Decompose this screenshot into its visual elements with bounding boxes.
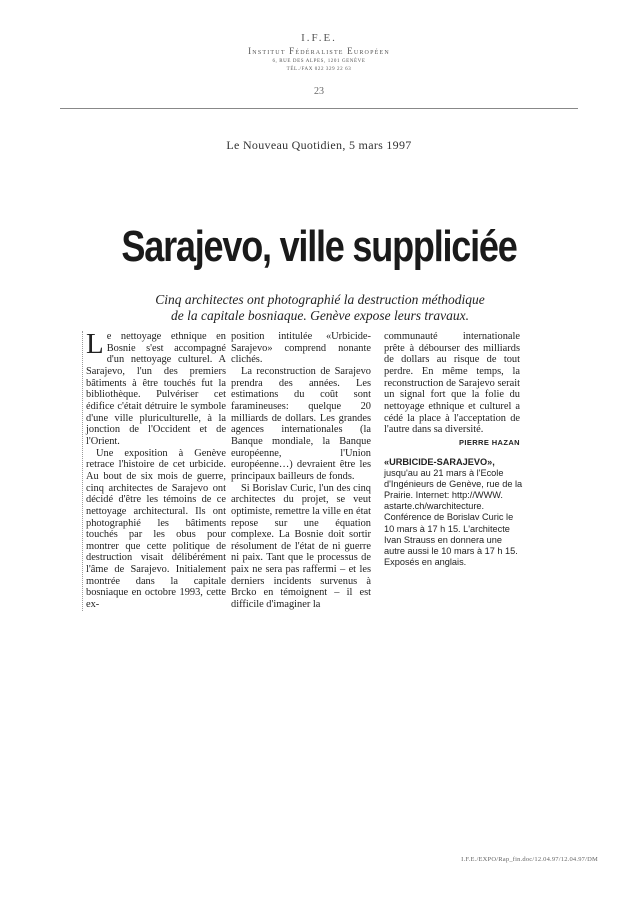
- page-number: 23: [314, 86, 324, 97]
- paragraph: Une exposition à Genève retrace l'histoire de cet urbicide. Au bout de six mois de guerre, cinq architectes de Sarajevo ont décidé d'être les témoins de ce nettoyage architectural. Ils ont photographié les bâtiments touchés par les obus pour montrer que cette politique de destruction visait délibérément l'âme de Sarajevo. Initialement montrée dans la capitale bosniaque en octobre 1993, cette ex-: [86, 447, 226, 611]
- paragraph: Si Borislav Curic, l'un des cinq architectes du projet, se veut optimiste, remettre la ville en état repose sur une équation complexe. La Bosnie doit sortir résolument de l'état de ni guerre ni paix. Tant que le processus de paix ne sera pas raffermi – et les derniers incidents survenus à Brcko en témoignent – il est difficile d'imaginer la: [231, 482, 371, 611]
- article-author: PIERRE HAZAN: [458, 437, 520, 447]
- article-source: Le Nouveau Quotidien, 5 mars 1997: [226, 138, 412, 152]
- exhibition-details: jusqu'au au 21 mars à l'Ecole d'Ingénieurs de Genève, rue de la Prairie. Internet: http://WWW. astarte.ch/warchitecture. Conférence de Borislav Curic le 10 mars à 17 h 15. L'architecte Ivan Strauss en donnera une autre aussi le 10 mars à 17 h 15. Exposés en anglais.: [384, 468, 523, 567]
- subtitle-line-2: de la capitale bosniaque. Genève expose leurs travaux.: [170, 308, 470, 323]
- drop-cap: L: [86, 328, 104, 360]
- exhibition-title: «URBICIDE-SARAJEVO»,: [384, 457, 495, 467]
- paragraph: La reconstruction de Sarajevo prendra des années. Les estimations du coût sont faramineuses: quelque 20 milliards de dollars. Les grandes agences internationales (la Banque mondiale, la Banque européenne, l'Union européenne…) devraient être les principaux bailleurs de fonds.: [231, 365, 371, 482]
- letterhead-institute-name: Institut Fédéraliste Européen: [248, 46, 390, 56]
- article-headline: Sarajevo, ville suppliciée: [121, 222, 517, 271]
- article-column-1: [82, 328, 226, 611]
- paragraph: position intitulée «Urbicide-Sarajevo» comprend nonante clichés.: [231, 331, 371, 366]
- article-subtitle: [110, 292, 530, 324]
- document-footer-reference: I.F.E./EXPO/Rap_fin.doc/12.04.97/12.04.97/DM: [461, 856, 598, 863]
- article-column-2: [231, 331, 371, 611]
- article-column-3: [384, 331, 520, 449]
- letterhead-acronym: I.F.E.: [301, 32, 337, 44]
- letterhead-phone: TÉL./FAX 022 329 22 63: [286, 67, 352, 72]
- subtitle-line-1: Cinq architectes ont photographié la destruction méthodique: [155, 292, 485, 307]
- paragraph-text: e nettoyage ethnique en Bosnie s'est accompagné d'un nettoyage culturel. A Sarajevo, l'un des premiers bâtiments à être touchés fut la bibliothèque. Pulvériser cet édifice c'était détruire le symbole d'une ville pluriculturelle, à la jonction de l'Occident et de l'Orient.: [86, 331, 226, 447]
- paragraph: communauté internationale prête à débourser des milliards de dollars au risque de tout perdre. En même temps, la reconstruction de Sarajevo serait un signal fort que la folie du nettoyage ethnique et culturel a cédé la place à l'acceptation de l'autre dans sa diversité.: [384, 331, 520, 436]
- exhibition-info-box: [384, 457, 524, 568]
- letterhead-address: 6, RUE DES ALPES, 1201 GENÈVE: [272, 59, 366, 64]
- header-divider: [60, 108, 578, 109]
- paragraph: [86, 328, 226, 448]
